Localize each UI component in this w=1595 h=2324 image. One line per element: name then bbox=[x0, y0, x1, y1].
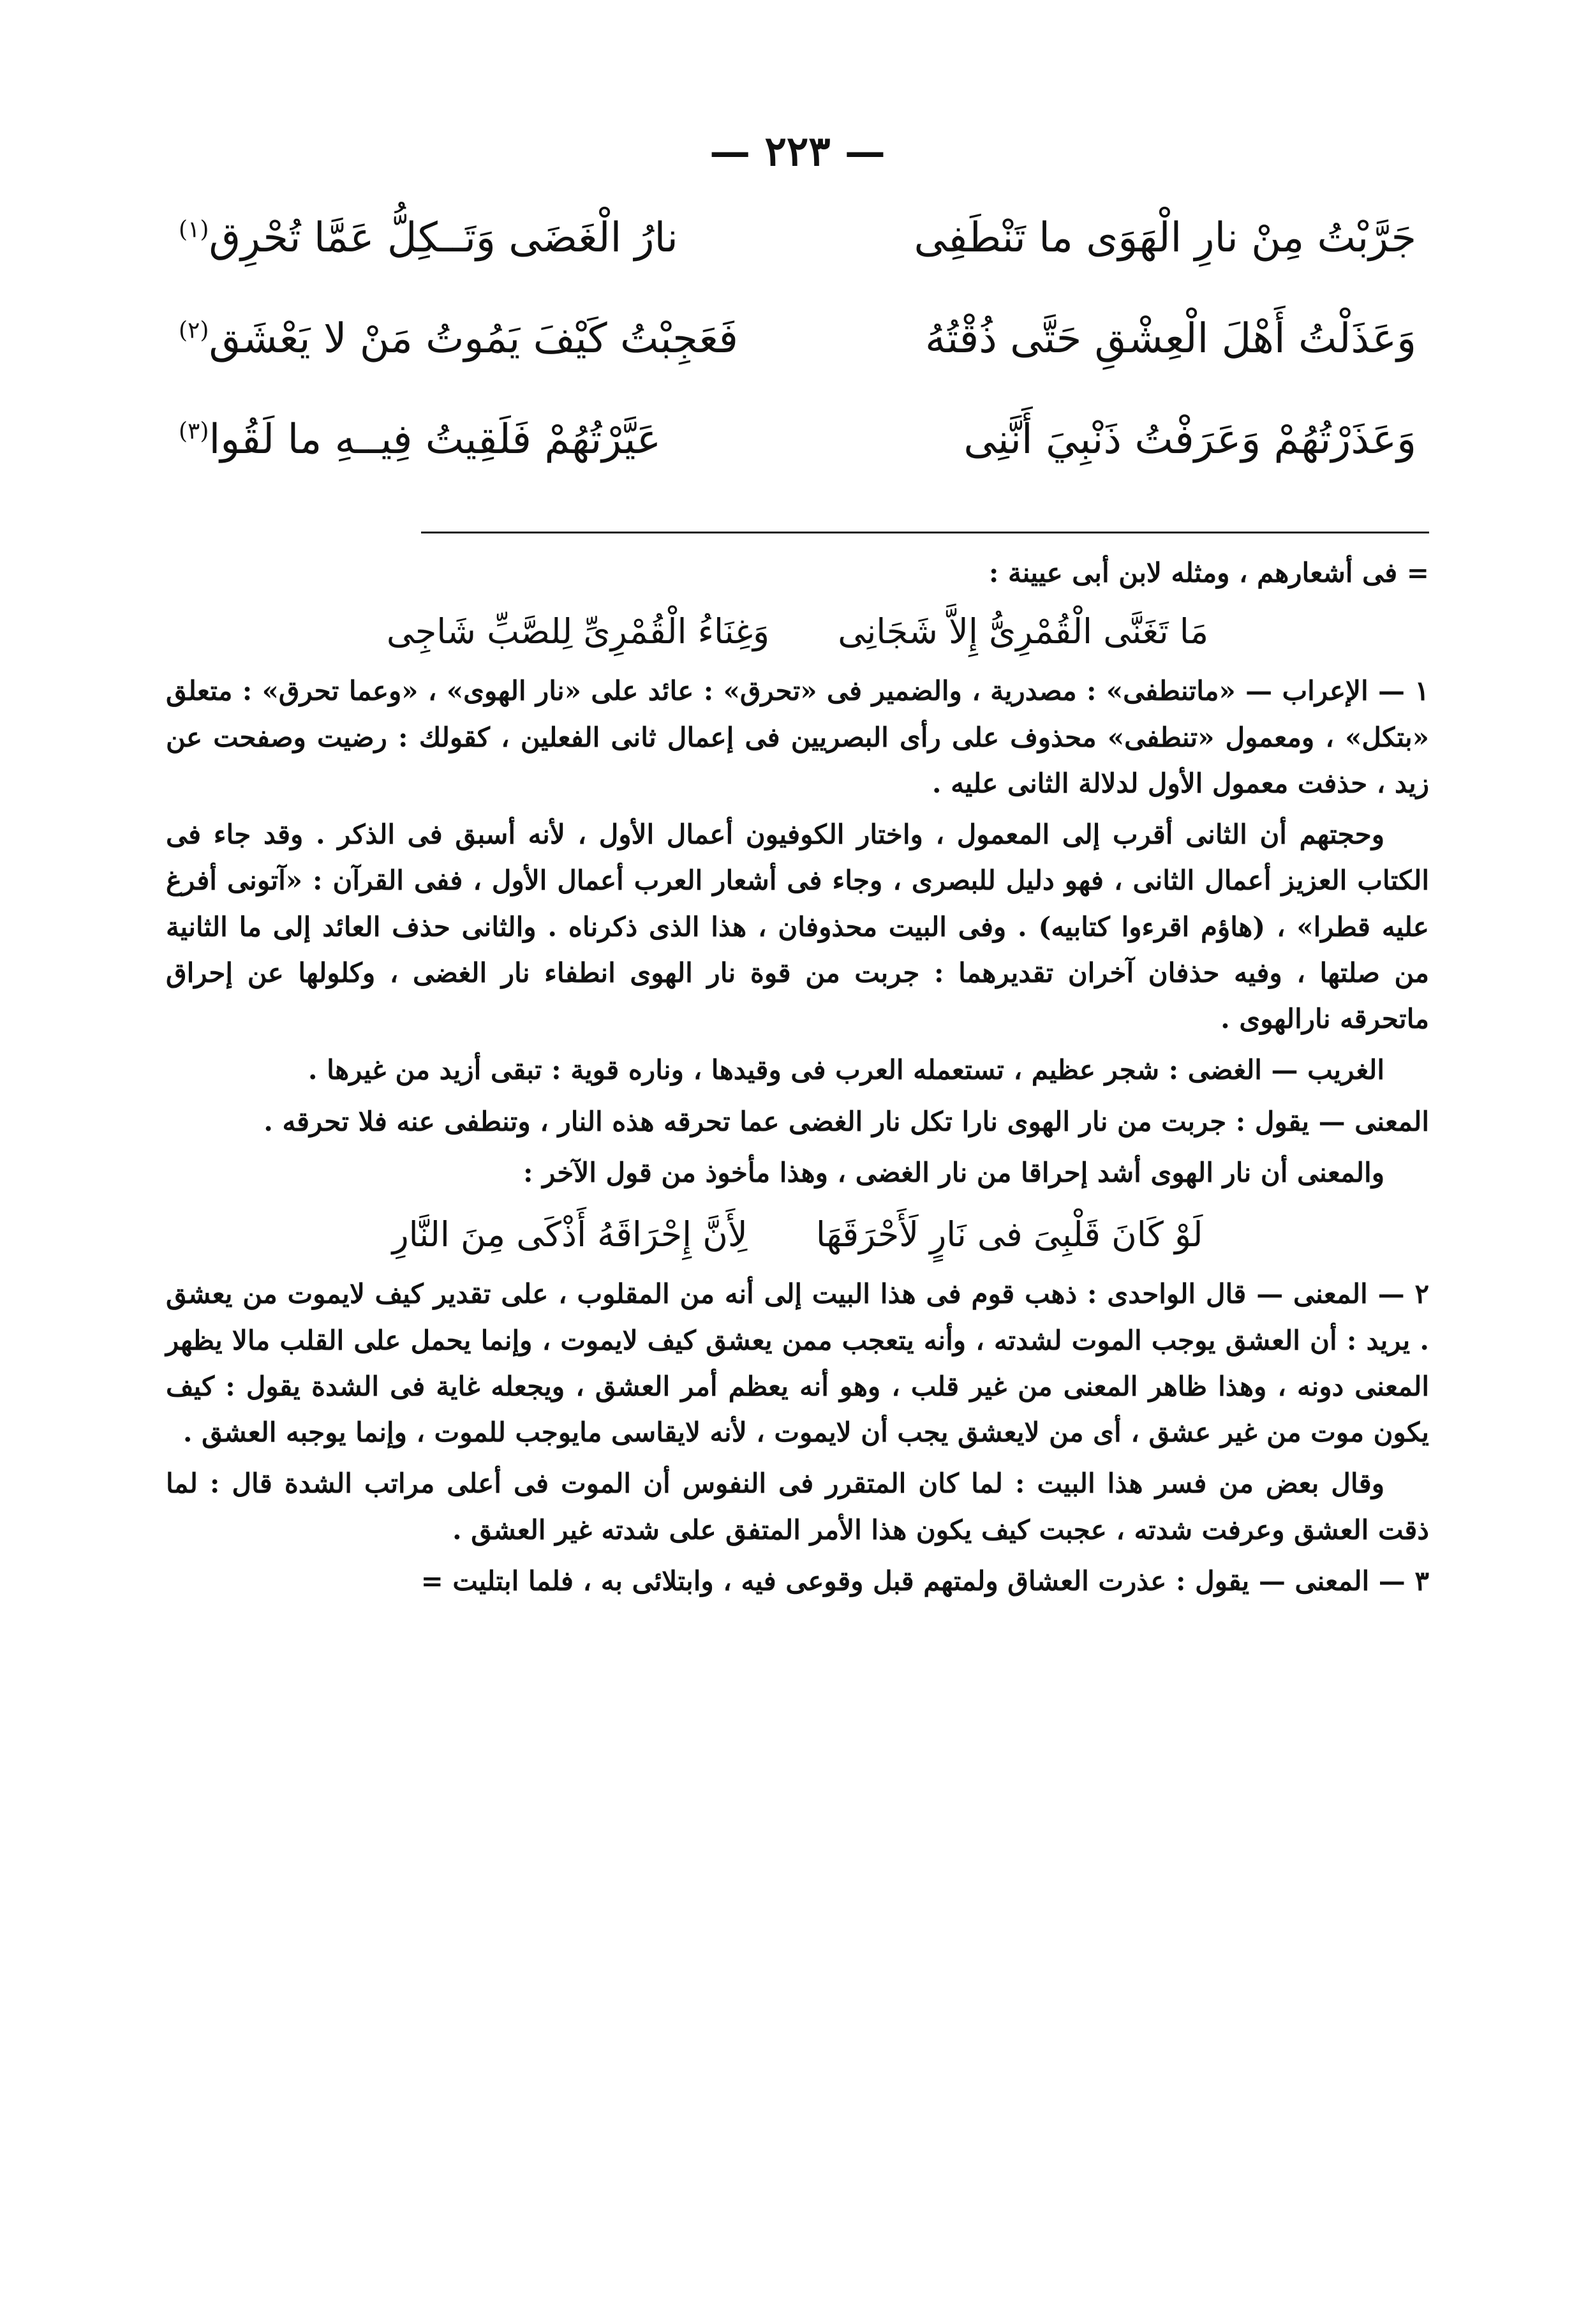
quoted-verse-1-first: مَا تَغَنَّى الْقُمْرِىُّ إِلاَّ شَجَانِى bbox=[838, 611, 1209, 652]
verse-3-second-hemistich bbox=[179, 415, 798, 465]
page bbox=[166, 128, 1429, 1609]
quoted-verse-1-second: وَغِنَاءُ الْقُمْرِىِّ لِلصَّبِّ شَاجِى bbox=[386, 611, 770, 652]
footnote-marker-1: (١) bbox=[179, 216, 209, 243]
verse-row bbox=[166, 315, 1429, 415]
footnote-2-alternate: وقال بعض من فسر هذا البيت : لما كان المتقرر فى النفوس أن الموت فى أعلى مراتب الشدة قال : لما ذقت العشق وعرفت شدته ، عجبت كيف يكون هذا الأمر المتفق على شدته غير العشق . bbox=[166, 1468, 1429, 1546]
verse-1-second-hemistich bbox=[179, 214, 798, 263]
footnote-continuation: = فى أشعارهم ، ومثله لابن أبى عيينة : bbox=[988, 557, 1429, 588]
footnote-1-grammar: ١ — الإعراب — «ماتنطفى» : مصدرية ، والضمير فى «تحرق» : عائد على «نار الهوى» ، «وعما تحرق» : متعلق «بتكل» ، ومعمول «تنطفى» محذوف على رأى البصريين فى إعمال ثانى الفعلين ، كقولك : رضيت وصفحت عن زيد ، حذفت معمول الأول لدلالة الثانى عليه . bbox=[166, 675, 1429, 799]
footnote-1-meaning: المعنى — يقول : جربت من نار الهوى نارا تكل نار الغضى عما تحرقه هذه النار ، وتنطفى عنه فلا تحرقه . bbox=[263, 1105, 1429, 1137]
footnote-1-argument: وحجتهم أن الثانى أقرب إلى المعمول ، واختار الكوفيون أعمال الأول ، لأنه أسبق فى الذكر . وقد جاء فى الكتاب العزيز أعمال الثانى ، فهو دليل للبصرى ، وجاء فى أشعار العرب أعمال الأول ، ففى القرآن : «آتونى أفرغ عليه قطرا» ، (هاؤم اقرءوا كتابيه) . وفى البيت محذوفان ، هذا الذى ذكرناه . والثانى حذف العائد إلى ما الثانية من صلتها ، وفيه حذفان آخران تقديرهما : جربت من قوة نار الهوى انطفاء نار الغضى ، وكلولها عن إحراق ماتحرقه نارالهوى . bbox=[166, 819, 1429, 1035]
footnote-marker-2: (٢) bbox=[179, 317, 209, 344]
footnote-3 bbox=[166, 1558, 1429, 1604]
verse-1-second-text: نارُ الْغَضَى وَتَــكِلُّ عَمَّا تُحْرِق bbox=[209, 214, 678, 262]
verse-1-first-hemistich: جَرَّبْتُ مِنْ نارِ الْهَوَى ما تَنْطَفِى bbox=[914, 214, 1416, 262]
quoted-verse-2-first: لَوْ كَانَ قَلْبِىَ فى نَارٍ لَأَحْرَقَهَا bbox=[815, 1214, 1203, 1255]
footnote-3-meaning: ٣ — المعنى — يقول : عذرت العشاق ولمتهم قبل وقوعى فيه ، وابتلائى به ، فلما ابتليت = bbox=[420, 1565, 1429, 1597]
verse-row bbox=[166, 415, 1429, 516]
verse-2-second-hemistich bbox=[179, 315, 798, 364]
verse-2-second-text: فَعَجِبْتُ كَيْفَ يَمُوتُ مَنْ لا يَعْشَق bbox=[209, 315, 738, 362]
footnote-1-vocabulary: الغريب — الغضى : شجر عظيم ، تستعمله العرب فى وقيدها ، وناره قوية : تبقى أزيد من غيرها . bbox=[308, 1054, 1384, 1086]
footnote-marker-3: (٣) bbox=[179, 418, 209, 445]
footnote-1 bbox=[166, 668, 1429, 1196]
quoted-verse-2 bbox=[166, 1207, 1429, 1262]
main-verses bbox=[166, 214, 1429, 516]
footnote-1-meaning-extra: والمعنى أن نار الهوى أشد إحراقا من نار الغضى ، وهذا مأخوذ من قول الآخر : bbox=[523, 1156, 1384, 1188]
footnote-divider bbox=[421, 532, 1429, 533]
verse-row bbox=[166, 214, 1429, 315]
footnote-2-meaning: ٢ — المعنى — قال الواحدى : ذهب قوم فى هذا البيت إلى أنه من المقلوب ، على تقدير كيف لايموت من يعشق . يريد : أن العشق يوجب الموت لشدته ، وأنه يتعجب ممن يعشق كيف لايموت ، وإنما يحمل على القلب مالا يظهر المعنى دونه ، وهذا ظاهر المعنى من غير قلب ، وهو أنه يعظم أمر العشق ، ويجعله غاية فى الشدة يقول : كيف يكون موت من غير عشق ، أى من لايعشق يجب أن لايموت ، لأنه لايقاسى مايوجب للموت ، وإنما يوجبه العشق . bbox=[166, 1278, 1429, 1449]
verse-3-first-hemistich: وَعَذَرْتُهُمْ وَعَرَفْتُ ذَنْبِيَ أَنَّنِى bbox=[963, 416, 1416, 463]
verse-3-second-text: عَيَّرْتُهُمْ فَلَقِيتُ فِيــهِ ما لَقُوا bbox=[209, 416, 662, 463]
quoted-verse-1 bbox=[166, 604, 1429, 659]
page-number: — ٢٢٣ — bbox=[709, 128, 886, 175]
verse-2-first-hemistich: وَعَذَلْتُ أَهْلَ الْعِشْقِ حَتَّى ذُقْتُهُ bbox=[925, 315, 1416, 362]
quoted-verse-2-second: لِأَنَّ إِحْرَاقَهُ أَذْكَى مِنَ النَّارِ bbox=[392, 1214, 748, 1255]
footnote-2 bbox=[166, 1271, 1429, 1553]
